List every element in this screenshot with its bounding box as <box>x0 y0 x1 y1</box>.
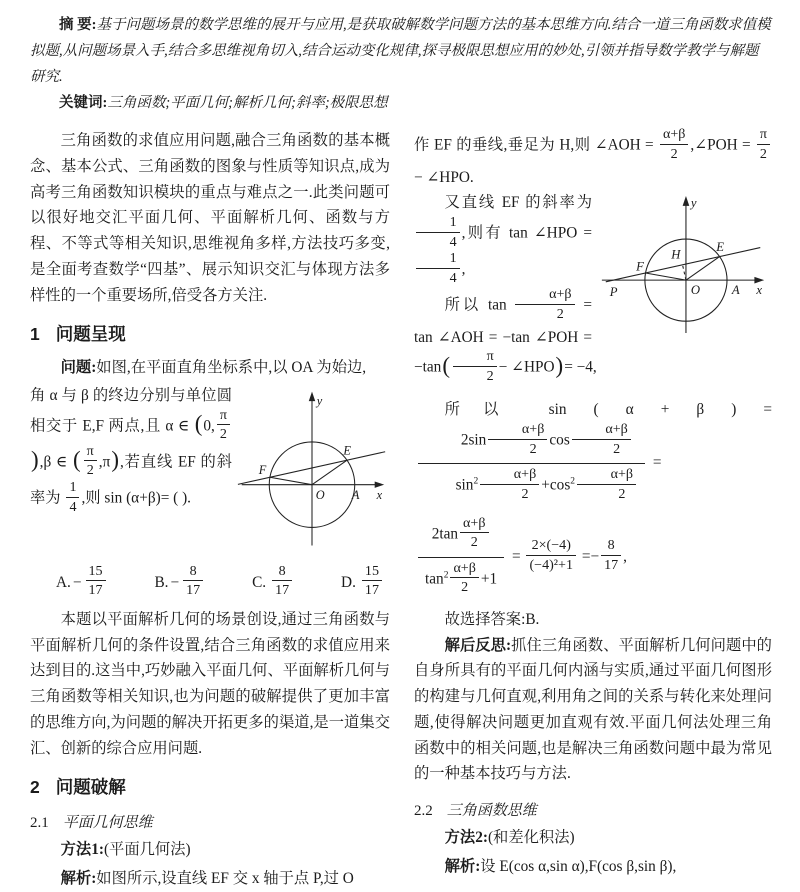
subsection-2-2-title: 三角函数思维 <box>446 802 537 819</box>
keywords-label: 关键词: <box>59 95 108 112</box>
label-x: x <box>376 487 383 502</box>
figure-2-unit-circle <box>596 190 772 339</box>
problem-figure-row <box>30 383 390 555</box>
keywords-text: 三角函数;平面几何;解析几何;斜率;极限思想 <box>107 95 388 112</box>
method-1-line <box>30 837 390 863</box>
option-B: B. − $\frac{8}{17}$ <box>154 565 205 601</box>
right-paren: ) <box>31 447 39 473</box>
method-1-label: 方法1: <box>60 841 104 859</box>
abstract-label: 摘 要: <box>59 17 97 33</box>
subsection-2-1 <box>30 811 390 832</box>
right-paren: ) <box>555 352 564 378</box>
section-2-title: 问题破解 <box>55 777 126 798</box>
option-A: A. − $\frac{15}{17}$ <box>56 565 108 601</box>
tan-derivation-paragraph: 所以 tan $\frac{\alpha+\beta}{2}$ = tan ∠AOH = −tan ∠POH = −tan( $\frac{\pi}{2}$ − ∠HPO)= −4, <box>414 286 597 384</box>
line-PEF <box>606 248 760 282</box>
subsection-2-1-title: 平面几何思维 <box>62 815 153 832</box>
subsection-2-2-number: 2.2 <box>414 802 433 819</box>
subsection-2-1-number: 2.1 <box>30 815 49 832</box>
big-fraction-sin: 2sin $\frac{\alpha+\beta}{2}$ cos $\frac{\alpha+\beta}{2}$ $\sin^2$ $\frac{\alpha+\beta}{2}$ $+\cos^2$ $\frac{\alpha+\beta}{2}$ <box>418 422 645 505</box>
fraction-1-4: $\frac{1}{4}$ <box>416 250 460 286</box>
y-axis-arrow <box>309 391 315 401</box>
label-O: O <box>690 283 701 298</box>
comma: , <box>98 453 103 471</box>
answer-line: 故选择答案:B. <box>444 611 540 629</box>
left-paren: ( <box>194 411 203 437</box>
section-2-number: 2 <box>30 777 40 798</box>
reflection-label: 解后反思: <box>444 636 512 654</box>
fraction-numeric: $\frac{2\times(-4)}{\text{(−4)²+1}}$ <box>526 537 576 573</box>
reflection-text: 抓住三角函数、平面解析几何问题中的自身所具有的平面几何内涵与实质,通过平面几何图形的构建与几何直观,利用角之间的关系与转化来处理问题,使得解决问题更加直观有效.平面几何法处理三角函数中的相关问题,也是解决三角函数问题中最为常见的一种基本技巧与方法. <box>414 636 772 783</box>
analysis-1-line <box>30 866 390 892</box>
analysis-2-label: 解析: <box>444 857 481 875</box>
analysis-2-text: 设 E(cos α,sin α),F(cos β,sin β), <box>480 857 677 875</box>
left-paren: ( <box>442 352 450 378</box>
analysis-1-text: 如图所示,设直线 EF 交 x 轴于点 P,过 O <box>96 869 354 887</box>
right-paren: ) <box>111 447 119 473</box>
option-C: C. $\frac{8}{17}$ <box>252 565 294 601</box>
right-column <box>414 128 772 891</box>
solution-with-figure <box>414 190 772 386</box>
label-y: y <box>690 196 697 211</box>
label-F: F <box>636 259 644 274</box>
label-E: E <box>716 240 725 255</box>
method-2-name: (和差化积法) <box>487 828 575 846</box>
slope-paragraph: 又直线 EF 的斜率为 $\frac{1}{4}$ ,则有 tan ∠HPO = $\frac{1}{4}$ , <box>414 190 772 288</box>
method-1-name: (平面几何法) <box>103 841 191 859</box>
fraction-pi-2: $\frac{\pi}{2}$ <box>453 348 497 384</box>
label-O: O <box>315 487 325 502</box>
label-x: x <box>756 283 762 298</box>
fraction-apb-2: $\frac{\alpha+\beta}{2}$ <box>515 286 574 322</box>
fraction-1-4: $\frac{1}{4}$ <box>66 479 79 515</box>
reflection-paragraph <box>414 633 772 787</box>
label-E: E <box>343 443 351 458</box>
figure-1-container <box>234 383 390 555</box>
label-y: y <box>316 393 323 408</box>
discussion-paragraph: 本题以平面解析几何的场景创设,通过三角函数与平面解析几何的条件设置,结合三角函数的求值应用来达到目的.这当中,巧妙融入平面几何、平面解析几何与三角函数等相关知识,也为问题的破解提供了更加丰富的思维方向,为问题的解决开拓更多的渠道,是一道集交汇、创新的综合应用问题. <box>30 611 390 757</box>
fraction: $\frac{15}{17}$ <box>86 563 106 599</box>
left-column <box>30 128 390 891</box>
analysis-1-label: 解析: <box>60 869 97 887</box>
label-A: A <box>731 283 740 298</box>
options-row <box>30 562 390 601</box>
problem-lead-text: 如图,在平面直角坐标系中,以 OA 为始边, <box>96 359 367 377</box>
two-column-layout <box>30 128 772 891</box>
label-F: F <box>258 463 267 478</box>
label-P: P <box>609 285 618 300</box>
keywords-line <box>30 90 772 116</box>
radius-OF <box>645 273 685 280</box>
problem-text-4: ,则 sin (α+β)= ( ). <box>81 489 191 507</box>
fraction-1-4: $\frac{1}{4}$ <box>416 214 460 250</box>
solution-text-2: ,∠POH = <box>690 137 751 154</box>
problem-text-3: ,若直线 EF 的斜率为 <box>30 453 232 507</box>
sin-sum-equation: 所以 sin ( α + β ) = 2sin $\frac{\alpha+\beta}{2}$ cos $\frac{\alpha+\beta}{2}$ $\sin^2$ $\frac{\alpha+\beta}{2}$ $+\cos^2$ $\frac{\alpha+\beta}{2}$ = <box>414 397 772 506</box>
solution-text-3: − ∠HPO. <box>414 168 474 186</box>
method-2-label: 方法2: <box>444 828 488 846</box>
pi-symbol: π <box>102 453 111 471</box>
x-axis-arrow <box>375 481 385 487</box>
interval-zero: 0, <box>203 417 215 435</box>
analysis-2-line <box>414 854 772 880</box>
label-A: A <box>351 487 360 502</box>
fraction-apb-2: $\frac{\alpha+\beta}{2}$ <box>660 126 688 162</box>
figure-1-unit-circle <box>236 383 388 555</box>
fraction: $\frac{15}{17}$ <box>362 563 382 599</box>
label-H: H <box>671 247 681 262</box>
fraction-pi-2: $\frac{\pi}{2}$ <box>757 126 770 162</box>
big-fraction-tan: 2tan $\frac{\alpha+\beta}{2}$ $\tan^2$ $\frac{\alpha+\beta}{2}$ +1 <box>418 516 504 599</box>
abstract-paragraph <box>30 12 772 90</box>
y-axis-arrow <box>683 196 690 206</box>
problem-text <box>30 383 232 555</box>
fraction-pi-2: $\frac{\pi}{2}$ <box>217 407 230 443</box>
solution-text-1: 作 EF 的垂线,垂足为 H,则 ∠AOH = <box>414 137 654 154</box>
problem-lead-line <box>30 355 390 381</box>
subsection-2-2 <box>414 799 772 820</box>
abstract-text: 基于问题场景的数学思维的展开与应用,是获取破解数学问题方法的基本思维方向.结合一道三角函数求值模拟题,从问题场景入手,结合多思维视角切入,结合运动变化规律,探寻极限思想应用的妙处,引领并指导数学教学与解题研究. <box>30 17 771 86</box>
fraction-8-17: $\frac{8}{17}$ <box>601 537 621 573</box>
intro-paragraph: 三角函数的求值应用问题,融合三角函数的基本概念、基本公式、三角函数的图象与性质等知识点,成为高考三角函数知识模块的重点与难点之一.此类问题可以很好地交汇平面几何、平面解析几何、函数与方程、不等式等相关知识,思维视角多样,方法技巧多变,是全面考查数学“四基”、展示知识交汇与体现方法多样性的一个重要场所,倍受各方关注. <box>30 132 390 304</box>
section-1-number: 1 <box>30 324 40 345</box>
section-2-heading <box>30 774 390 799</box>
option-D: D. $\frac{15}{17}$ <box>341 565 384 601</box>
section-1-heading <box>30 321 390 346</box>
fraction: $\frac{8}{17}$ <box>183 563 203 599</box>
section-1-title: 问题呈现 <box>55 324 126 345</box>
method-2-line <box>414 825 772 851</box>
problem-label: 问题: <box>60 359 97 377</box>
fraction: $\frac{8}{17}$ <box>272 563 292 599</box>
solution-continuation <box>414 128 772 190</box>
problem-text-2: ,β ∈ <box>39 453 68 471</box>
left-paren: ( <box>73 447 81 473</box>
tan-substitution-equation: 2tan $\frac{\alpha+\beta}{2}$ $\tan^2$ $\frac{\alpha+\beta}{2}$ +1 = $\frac{2\times(-4)}{\text{(−4)²+1}}$ =− $\frac{8}{17}$ , <box>414 516 772 599</box>
fraction-pi-2: $\frac{\pi}{2}$ <box>84 443 97 479</box>
problem-text-1: 角 α 与 β 的终边分别与单位圆相交于 E,F 两点,且 α ∈ <box>30 386 232 435</box>
radius-OF <box>270 477 312 484</box>
abstract-block <box>30 12 772 116</box>
